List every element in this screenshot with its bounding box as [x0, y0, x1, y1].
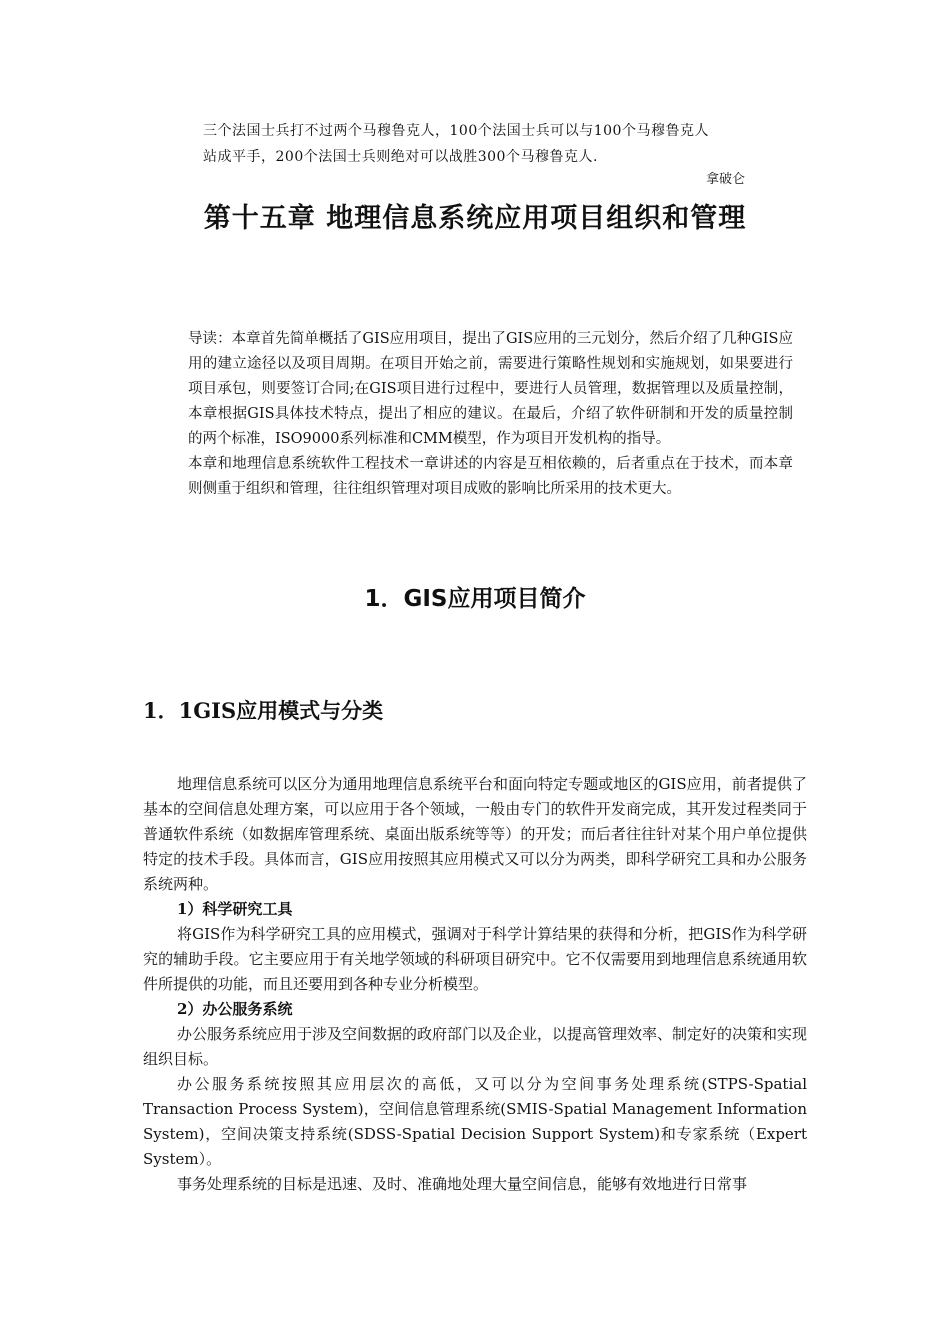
epigraph-author: 拿破仑	[705, 172, 745, 187]
list-heading-science-tools: 1）科学研究工具	[177, 900, 293, 918]
chapter-title: 第十五章 地理信息系统应用项目组织和管理	[203, 203, 747, 234]
intro-paragraph-2: 本章和地理信息系统软件工程技术一章讲述的内容是互相依赖的，后者重点在于技术，而本章则侧重于组织和管理，往往组织管理对项目成败的影响比所采用的技术更大。	[188, 456, 793, 497]
epigraph-line-1: 三个法国士兵打不过两个马穆鲁克人，100个法国士兵可以与100个马穆鲁克人	[203, 123, 709, 139]
epigraph	[203, 118, 783, 170]
epigraph-line-2: 站成平手，200个法国士兵则绝对可以战胜300个马穆鲁克人.	[203, 149, 598, 165]
body-paragraph: 地理信息系统可以区分为通用地理信息系统平台和面向特定专题或地区的GIS应用，前者提供了基本的空间信息处理方案，可以应用于各个领域，一般由专门的软件开发商完成，其开发过程类同于普通软件系统（如数据库管理系统、桌面出版系统等等）的开发；而后者往往针对某个用户单位提供特定的技术手段。具体而言，GIS应用按照其应用模式又可以分为两类，即科学研究工具和办公服务系统两种。	[143, 775, 807, 893]
list-heading-office-systems: 2）办公服务系统	[177, 1000, 293, 1018]
intro-paragraph-1: 导读：本章首先简单概括了GIS应用项目，提出了GIS应用的三元划分，然后介绍了几种GIS应用的建立途径以及项目周期。在项目开始之前，需要进行策略性规划和实施规划，如果要进行项目承包，则要签订合同;在GIS项目进行过程中，要进行人员管理，数据管理以及质量控制，本章根据GIS具体技术特点，提出了相应的建议。在最后，介绍了软件研制和开发的质量控制的两个标准，ISO9000系列标准和CMM模型，作为项目开发机构的指导。	[188, 331, 793, 447]
chapter-introduction	[188, 327, 793, 502]
body-paragraph: 事务处理系统的目标是迅速、及时、准确地处理大量空间信息，能够有效地进行日常事	[177, 1175, 748, 1193]
body-paragraph: 办公服务系统应用于涉及空间数据的政府部门以及企业，以提高管理效率、制定好的决策和实现组织目标。	[143, 1025, 808, 1068]
subsection-title: 1．1GIS应用模式与分类	[143, 698, 384, 723]
section-title: 1．GIS应用项目简介	[364, 586, 586, 612]
body-paragraph: 将GIS作为科学研究工具的应用模式，强调对于科学计算结果的获得和分析，把GIS作为科学研究的辅助手段。它主要应用于有关地学领域的科研项目研究中。它不仅需要用到地理信息系统通用软件所提供的功能，而且还要用到各种专业分析模型。	[143, 925, 807, 993]
body-text	[143, 772, 807, 1197]
body-paragraph: 办公服务系统按照其应用层次的高低，又可以分为空间事务处理系统(STPS-Spatial Transaction Process System)，空间信息管理系统(SMIS-Spatial Management Information System)，空间决策支持系统(SDSS-Spatial Decision Support System)和专家系统（Expert System）。	[143, 1075, 807, 1168]
